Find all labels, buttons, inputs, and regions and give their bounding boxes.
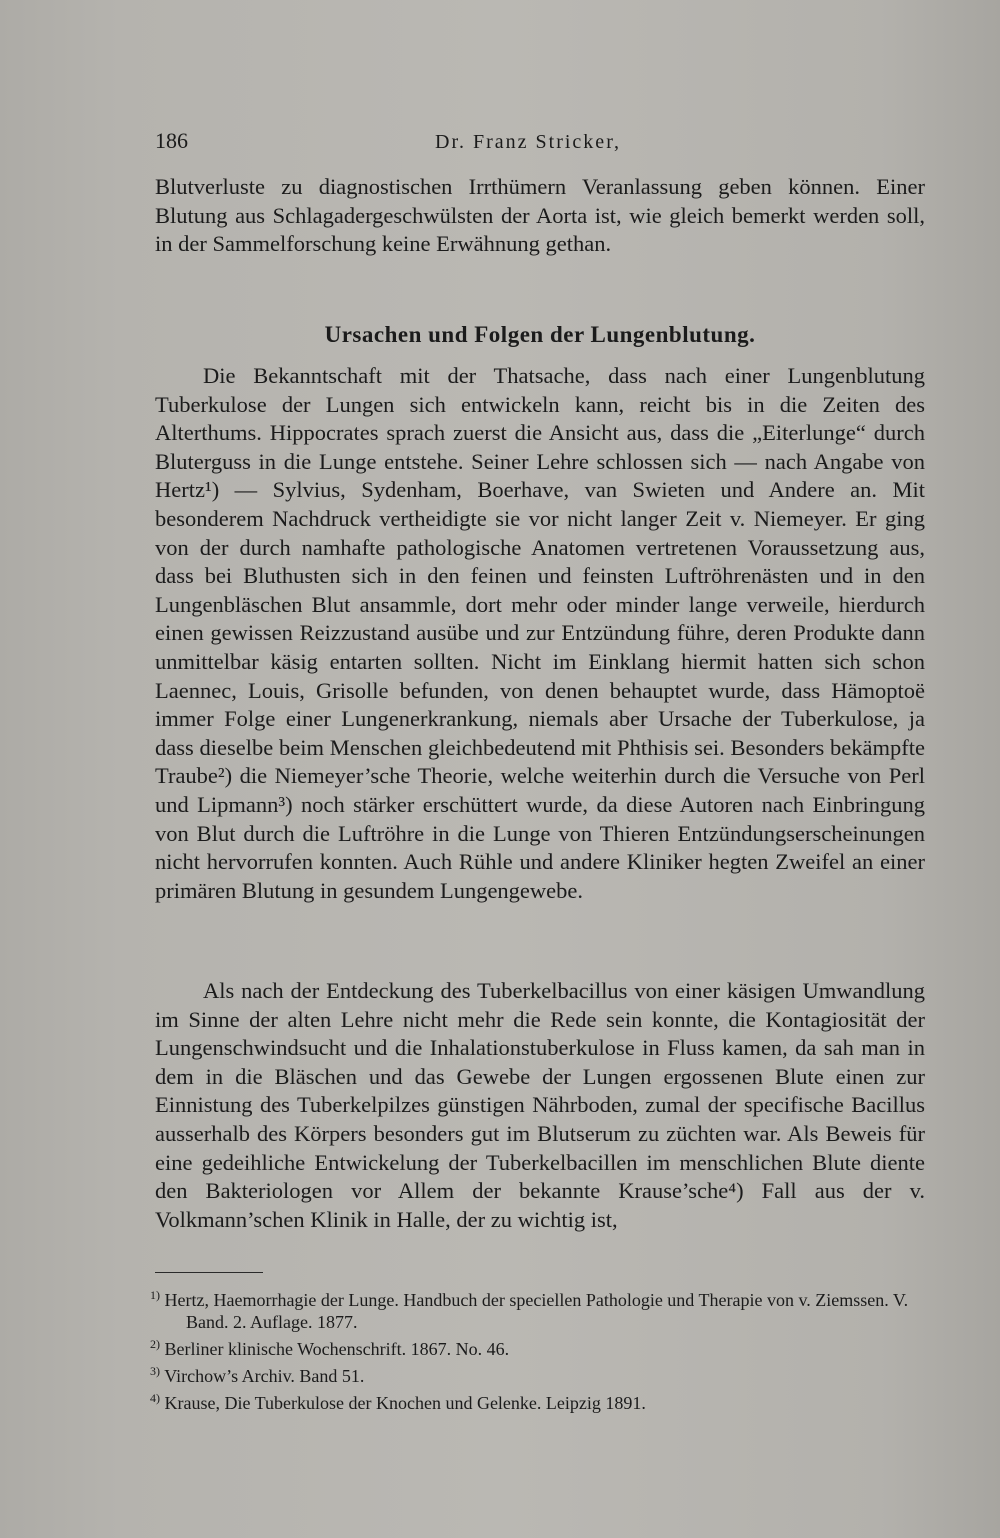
footnote-text: Virchow’s Archiv. Band 51. <box>164 1366 365 1386</box>
footnotes <box>150 1284 920 1414</box>
footnote-divider <box>155 1272 263 1273</box>
footnote-mark: 2) <box>150 1337 160 1351</box>
paragraph-intro: Blutverluste zu diagnostischen Irrthümern Veranlassung geben können. Einer Blutung aus Schlagadergeschwülsten der Aorta ist, wie gleich bemerkt werden soll, in der Sammelforschung keine Erwähnung gethan. <box>155 174 925 257</box>
footnote-mark: 4) <box>150 1391 160 1405</box>
paragraph-section-1: Die Bekanntschaft mit der Thatsache, dass nach einer Lungenblutung Tuberkulose der Lungen sich entwickeln kann, reicht bis in die Zeiten des Alterthums. Hippocrates sprach zuerst die Ansicht aus, dass die „Eiterlunge“ durch Bluterguss in die Lunge entstehe. Seiner Lehre schlossen sich — nach Angabe von Hertz¹) — Sylvius, Sydenham, Boerhave, van Swieten und Andere an. Mit besonderem Nachdruck vertheidigte sie vor nicht langer Zeit v. Niemeyer. Er ging von der durch namhafte pathologische Anatomen vertretenen Voraussetzung aus, dass bei Bluthusten sich in den feinen und feinsten Luftröhrenästen und in den Lungenbläschen Blut ansammle, dort mehr oder minder lange verweile, hierdurch einen gewissen Reizzustand ausübe und zur Entzündung führe, deren Produkte dann unmittelbar käsig entarten sollten. Nicht im Einklang hiermit hatten sich schon Laennec, Louis, Grisolle befunden, von denen behauptet wurde, dass Hämoptoë immer Folge einer Lungenerkrankung, niemals aber Ursache der Tuberkulose, ja dass dieselbe beim Menschen gleichbedeutend mit Phthisis sei. Besonders bekämpfte Traube²) die Niemeyer’sche Theorie, welche weiterhin durch die Versuche von Perl und Lipmann³) noch stärker erschüttert wurde, da diese Autoren nach Einbringung von Blut durch die Luftröhre in die Lunge von Thieren Entzündungserscheinungen nicht hervorrufen konnten. Auch Rühle und andere Kliniker hegten Zweifel an einer primären Blutung in gesundem Lungengewebe. <box>155 363 925 903</box>
footnote-text: Hertz, Haemorrhagie der Lunge. Handbuch der speciellen Pathologie und Therapie von v. Ziemssen. V. Band. 2. Auflage. 1877. <box>164 1290 909 1332</box>
footnote-mark: 1) <box>150 1288 160 1302</box>
footnote-2 <box>150 1333 920 1360</box>
footnote-text: Krause, Die Tuberkulose der Knochen und Gelenke. Leipzig 1891. <box>164 1393 646 1413</box>
running-head: Dr. Franz Stricker, <box>435 131 622 153</box>
footnote-3 <box>150 1360 920 1387</box>
footnote-mark: 3) <box>150 1364 160 1378</box>
footnote-text: Berliner klinische Wochenschrift. 1867. No. 46. <box>164 1339 510 1359</box>
footnote-4 <box>150 1387 920 1414</box>
footnote-1 <box>150 1284 920 1333</box>
page-header <box>155 128 925 158</box>
page-number: 186 <box>155 128 188 153</box>
section-title: Ursachen und Folgen der Lungenblutung. <box>324 322 756 347</box>
paragraph-section-2: Als nach der Entdeckung des Tuberkelbacillus von einer käsigen Umwandlung im Sinne der alten Lehre nicht mehr die Rede sein konnte, die Kontagiosität der Lungenschwindsucht und die Inhalationstuberkulose in Fluss kamen, da sah man in dem in die Bläschen und das Gewebe der Lungen ergossenen Blute einen zur Einnistung des Tuberkelpilzes günstigen Nährboden, zumal der specifische Bacillus ausserhalb des Körpers besonders gut im Blutserum zu züchten war. Als Beweis für eine gedeihliche Entwickelung der Tuberkelbacillen im menschlichen Blute diente den Bakteriologen vor Allem der bekannte Krause’sche⁴) Fall aus der v. Volkmann’schen Klinik in Halle, der zu wichtig ist, <box>155 978 925 1232</box>
